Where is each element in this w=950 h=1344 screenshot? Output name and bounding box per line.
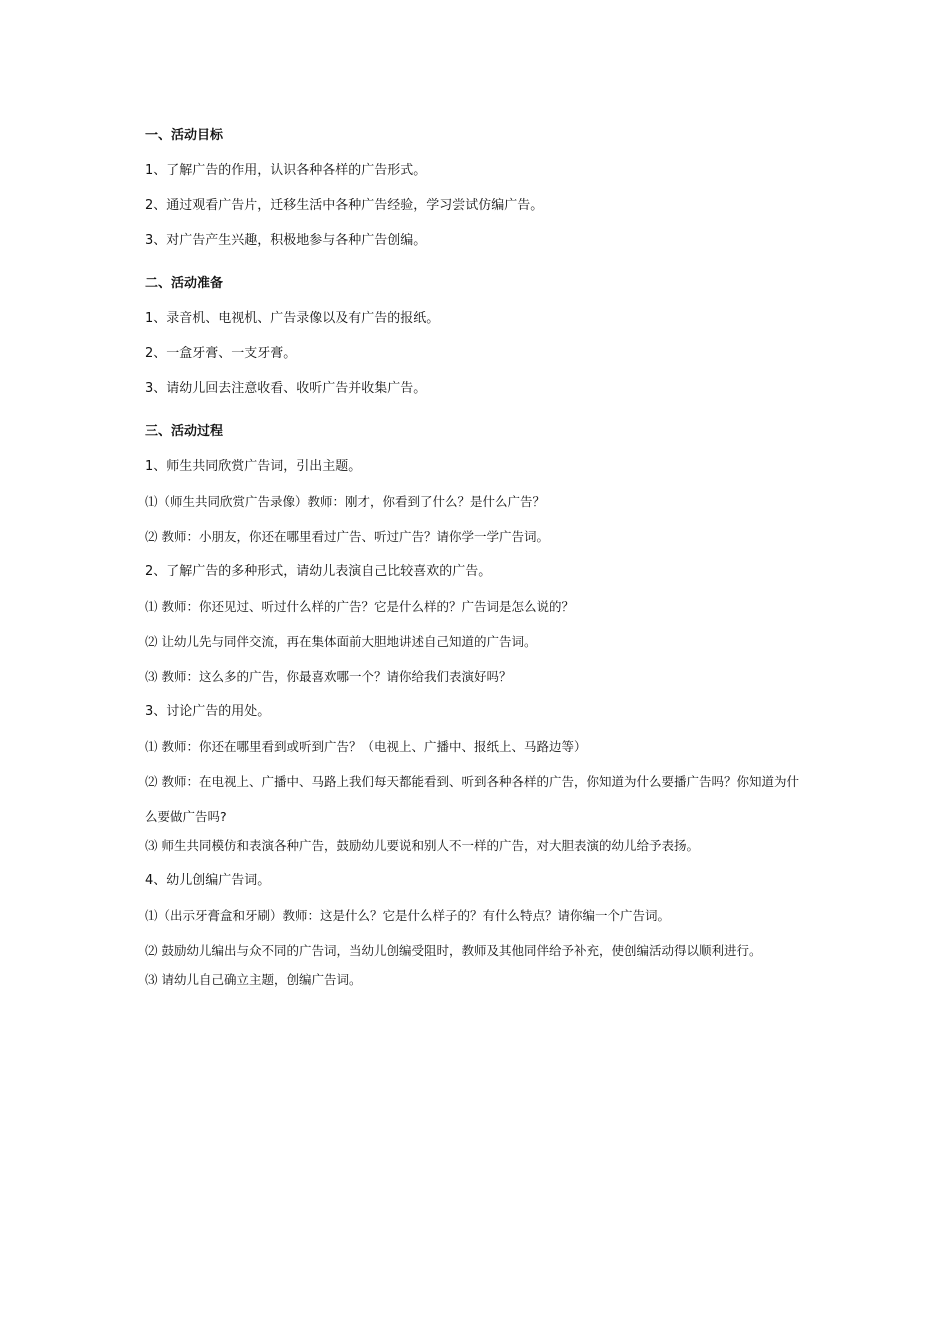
sub-step-line: ⑶ 教师：这么多的广告，你最喜欢哪一个？请你给我们表演好吗？ bbox=[145, 669, 512, 684]
section-goals bbox=[145, 124, 810, 253]
text-line: 1、了解广告的作用，认识各种各样的广告形式。 bbox=[145, 163, 427, 178]
step-line: 3、讨论广告的用处。 bbox=[145, 704, 271, 719]
text-line: 1、录音机、电视机、广告录像以及有广告的报纸。 bbox=[145, 311, 440, 326]
sub-step-line: ⑴ 教师：你还见过、听过什么样的广告？它是什么样的？广告词是怎么说的？ bbox=[145, 599, 574, 614]
text-line: 3、请幼儿回去注意收看、收听广告并收集广告。 bbox=[145, 381, 427, 396]
sub-step-line: ⑵ 鼓励幼儿编出与众不同的广告词，当幼儿创编受阻时，教师及其他同伴给予补充，使创编活动得以顺利进行。 bbox=[145, 943, 762, 958]
sub-step-line: ⑶ 请幼儿自己确立主题，创编广告词。 bbox=[145, 972, 362, 987]
sub-step-line: ⑴ 教师：你还在哪里看到或听到广告？（电视上、广播中、报纸上、马路边等） bbox=[145, 739, 587, 754]
sub-step-line: ⑴（师生共同欣赏广告录像）教师：刚才，你看到了什么？是什么广告？ bbox=[145, 494, 546, 509]
text-line: 2、通过观看广告片，迁移生活中各种广告经验，学习尝试仿编广告。 bbox=[145, 198, 544, 213]
step-line: 4、幼儿创编广告词。 bbox=[145, 873, 271, 888]
step-line: 2、了解广告的多种形式，请幼儿表演自己比较喜欢的广告。 bbox=[145, 564, 492, 579]
section-heading: 三、活动过程 bbox=[145, 424, 224, 439]
sub-step-line: ⑵ 教师：在电视上、广播中、马路上我们每天都能看到、听到各种各样的广告，你知道为什么要播广告吗？你知道为什么要做广告吗? bbox=[145, 774, 799, 824]
section-preparation bbox=[145, 272, 810, 401]
document-content bbox=[145, 124, 810, 1011]
sub-step-line: ⑶ 师生共同模仿和表演各种广告，鼓励幼儿要说和别人不一样的广告，对大胆表演的幼儿给予表扬。 bbox=[145, 838, 699, 853]
sub-step-line: ⑵ 教师：小朋友，你还在哪里看过广告、听过广告？请你学一学广告词。 bbox=[145, 529, 549, 544]
sub-step-line: ⑵ 让幼儿先与同伴交流，再在集体面前大胆地讲述自己知道的广告词。 bbox=[145, 634, 537, 649]
section-heading: 二、活动准备 bbox=[145, 276, 224, 291]
section-heading: 一、活动目标 bbox=[145, 128, 224, 143]
step-line: 1、师生共同欣赏广告词，引出主题。 bbox=[145, 459, 362, 474]
section-process bbox=[145, 420, 810, 992]
text-line: 3、对广告产生兴趣，积极地参与各种广告创编。 bbox=[145, 233, 427, 248]
text-line: 2、一盒牙膏、一支牙膏。 bbox=[145, 346, 297, 361]
sub-step-line: ⑴（出示牙膏盒和牙刷）教师：这是什么？它是什么样子的？有什么特点？请你编一个广告词。 bbox=[145, 908, 671, 923]
